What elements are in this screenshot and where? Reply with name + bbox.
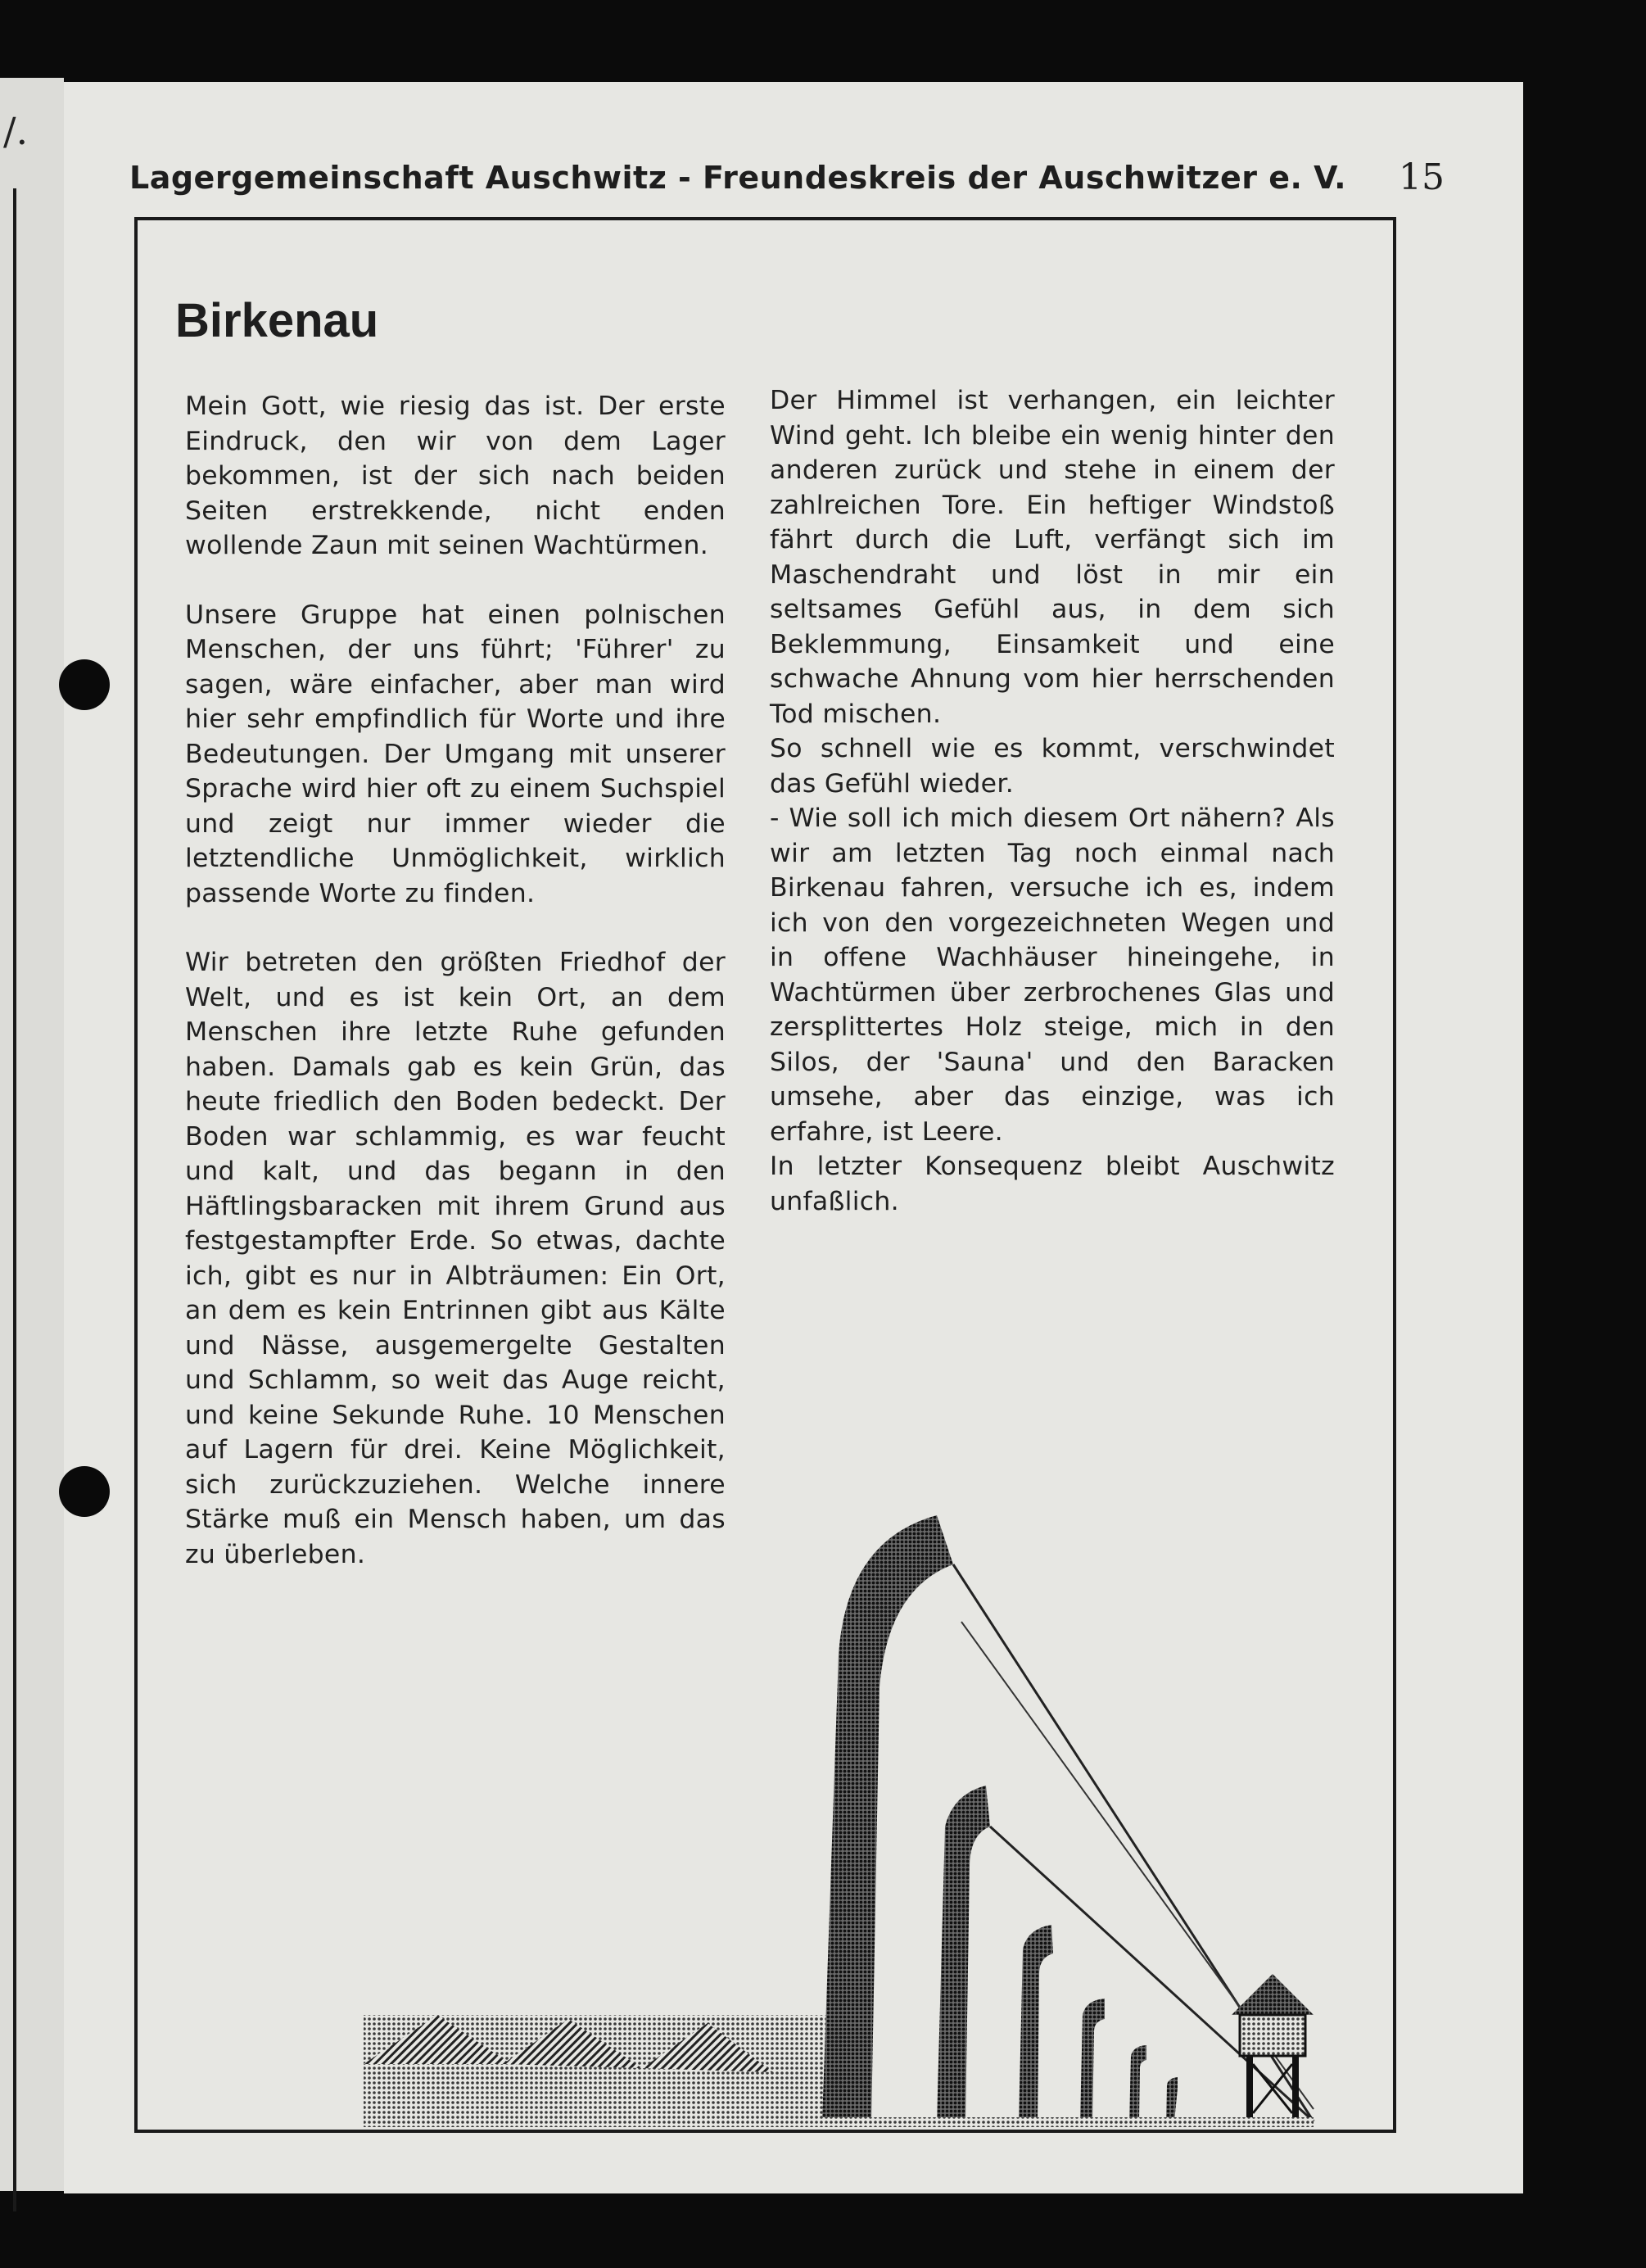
punch-hole bbox=[59, 1466, 110, 1517]
paragraph: Unsere Gruppe hat einen polnischen Menschen, der uns führt; 'Führer' zu sagen, wäre einfacher, aber man wird hier sehr empfindlich für Worte und ihre Bedeutungen. Der Umgang mit unserer Sprache wird hier oft zu einem Suchspiel und zeigt nur immer wieder die letztendliche Unmöglichkeit, wirklich passende Worte zu finden. bbox=[185, 600, 726, 908]
punch-hole bbox=[59, 659, 110, 710]
paragraph: Mein Gott, wie riesig das ist. Der erste Eindruck, den wir von dem Lager bekommen, ist der sich nach beiden Seiten erstrekkende, nicht enden wollende Zaun mit seinen Wachtürmen. bbox=[185, 392, 726, 560]
paragraph: Der Himmel ist verhangen, ein leichter Wind geht. Ich bleibe ein wenig hinter den anderen zurück und stehe in einem der zahlreichen Tore. Ein heftiger Windstoß fährt durch die Luft, verfängt sich im Maschendraht und löst in mir ein seltsames Gefühl aus, in dem sich Beklemmung, Einsamkeit und eine schwache Ahnung vom hier herrschenden Tod mischen. bbox=[770, 386, 1335, 729]
running-header bbox=[129, 156, 1445, 209]
right-column bbox=[770, 383, 1335, 1219]
previous-page-edge bbox=[0, 78, 64, 2191]
left-column bbox=[185, 389, 726, 1572]
paragraph: In letzter Konsequenz bleibt Auschwitz unfaßlich. bbox=[770, 1152, 1335, 1216]
fence-watchtower-illustration-icon bbox=[298, 1442, 1363, 2130]
paragraph: - Wie soll ich mich diesem Ort nähern? Als wir am letzten Tag noch einmal nach Birkenau fahren, versuche ich es, indem ich von den vorgezeichneten Wegen und in offene Wachhäuser hineingehe, in Wachtürmen über zerbrochenes Glas und zersplittertes Holz steige, mich in den Silos, der 'Sauna' und den Baracken umsehe, aber das einzige, was ich erfahre, ist Leere. bbox=[770, 804, 1335, 1147]
article-title: Birkenau bbox=[175, 294, 379, 347]
page bbox=[64, 82, 1523, 2193]
previous-page-mark: /. bbox=[3, 109, 29, 153]
paragraph: Wir betreten den größten Friedhof der Welt, und es ist kein Ort, an dem Menschen ihre letzte Ruhe gefunden haben. Damals gab es kein Grün, das heute friedlich den Boden bedeckt. Der Boden war schlammig, es war feucht und kalt, und das begann in den Häftlingsbaracken mit ihrem Grund aus festgestampfter Erde. So etwas, dachte ich, gibt es nur in Albträumen: Ein Ort, an dem es kein Entrinnen gibt aus Kälte und Nässe, ausgemergelte Gestalten und Schlamm, so weit das Auge reicht, und keine Sekunde Ruhe. 10 Menschen auf Lagern für drei. Keine Möglichkeit, sich zurückzuziehen. Welche innere Stärke muß ein Mensch haben, um das zu überleben. bbox=[185, 948, 726, 1569]
paragraph: So schnell wie es kommt, verschwindet das Gefühl wieder. bbox=[770, 734, 1335, 799]
previous-page-frame bbox=[0, 188, 16, 2211]
header-title: Lagergemeinschaft Auschwitz - Freundeskreis der Auschwitzer e. V. bbox=[129, 160, 1347, 196]
page-number: 15 bbox=[1399, 156, 1445, 198]
